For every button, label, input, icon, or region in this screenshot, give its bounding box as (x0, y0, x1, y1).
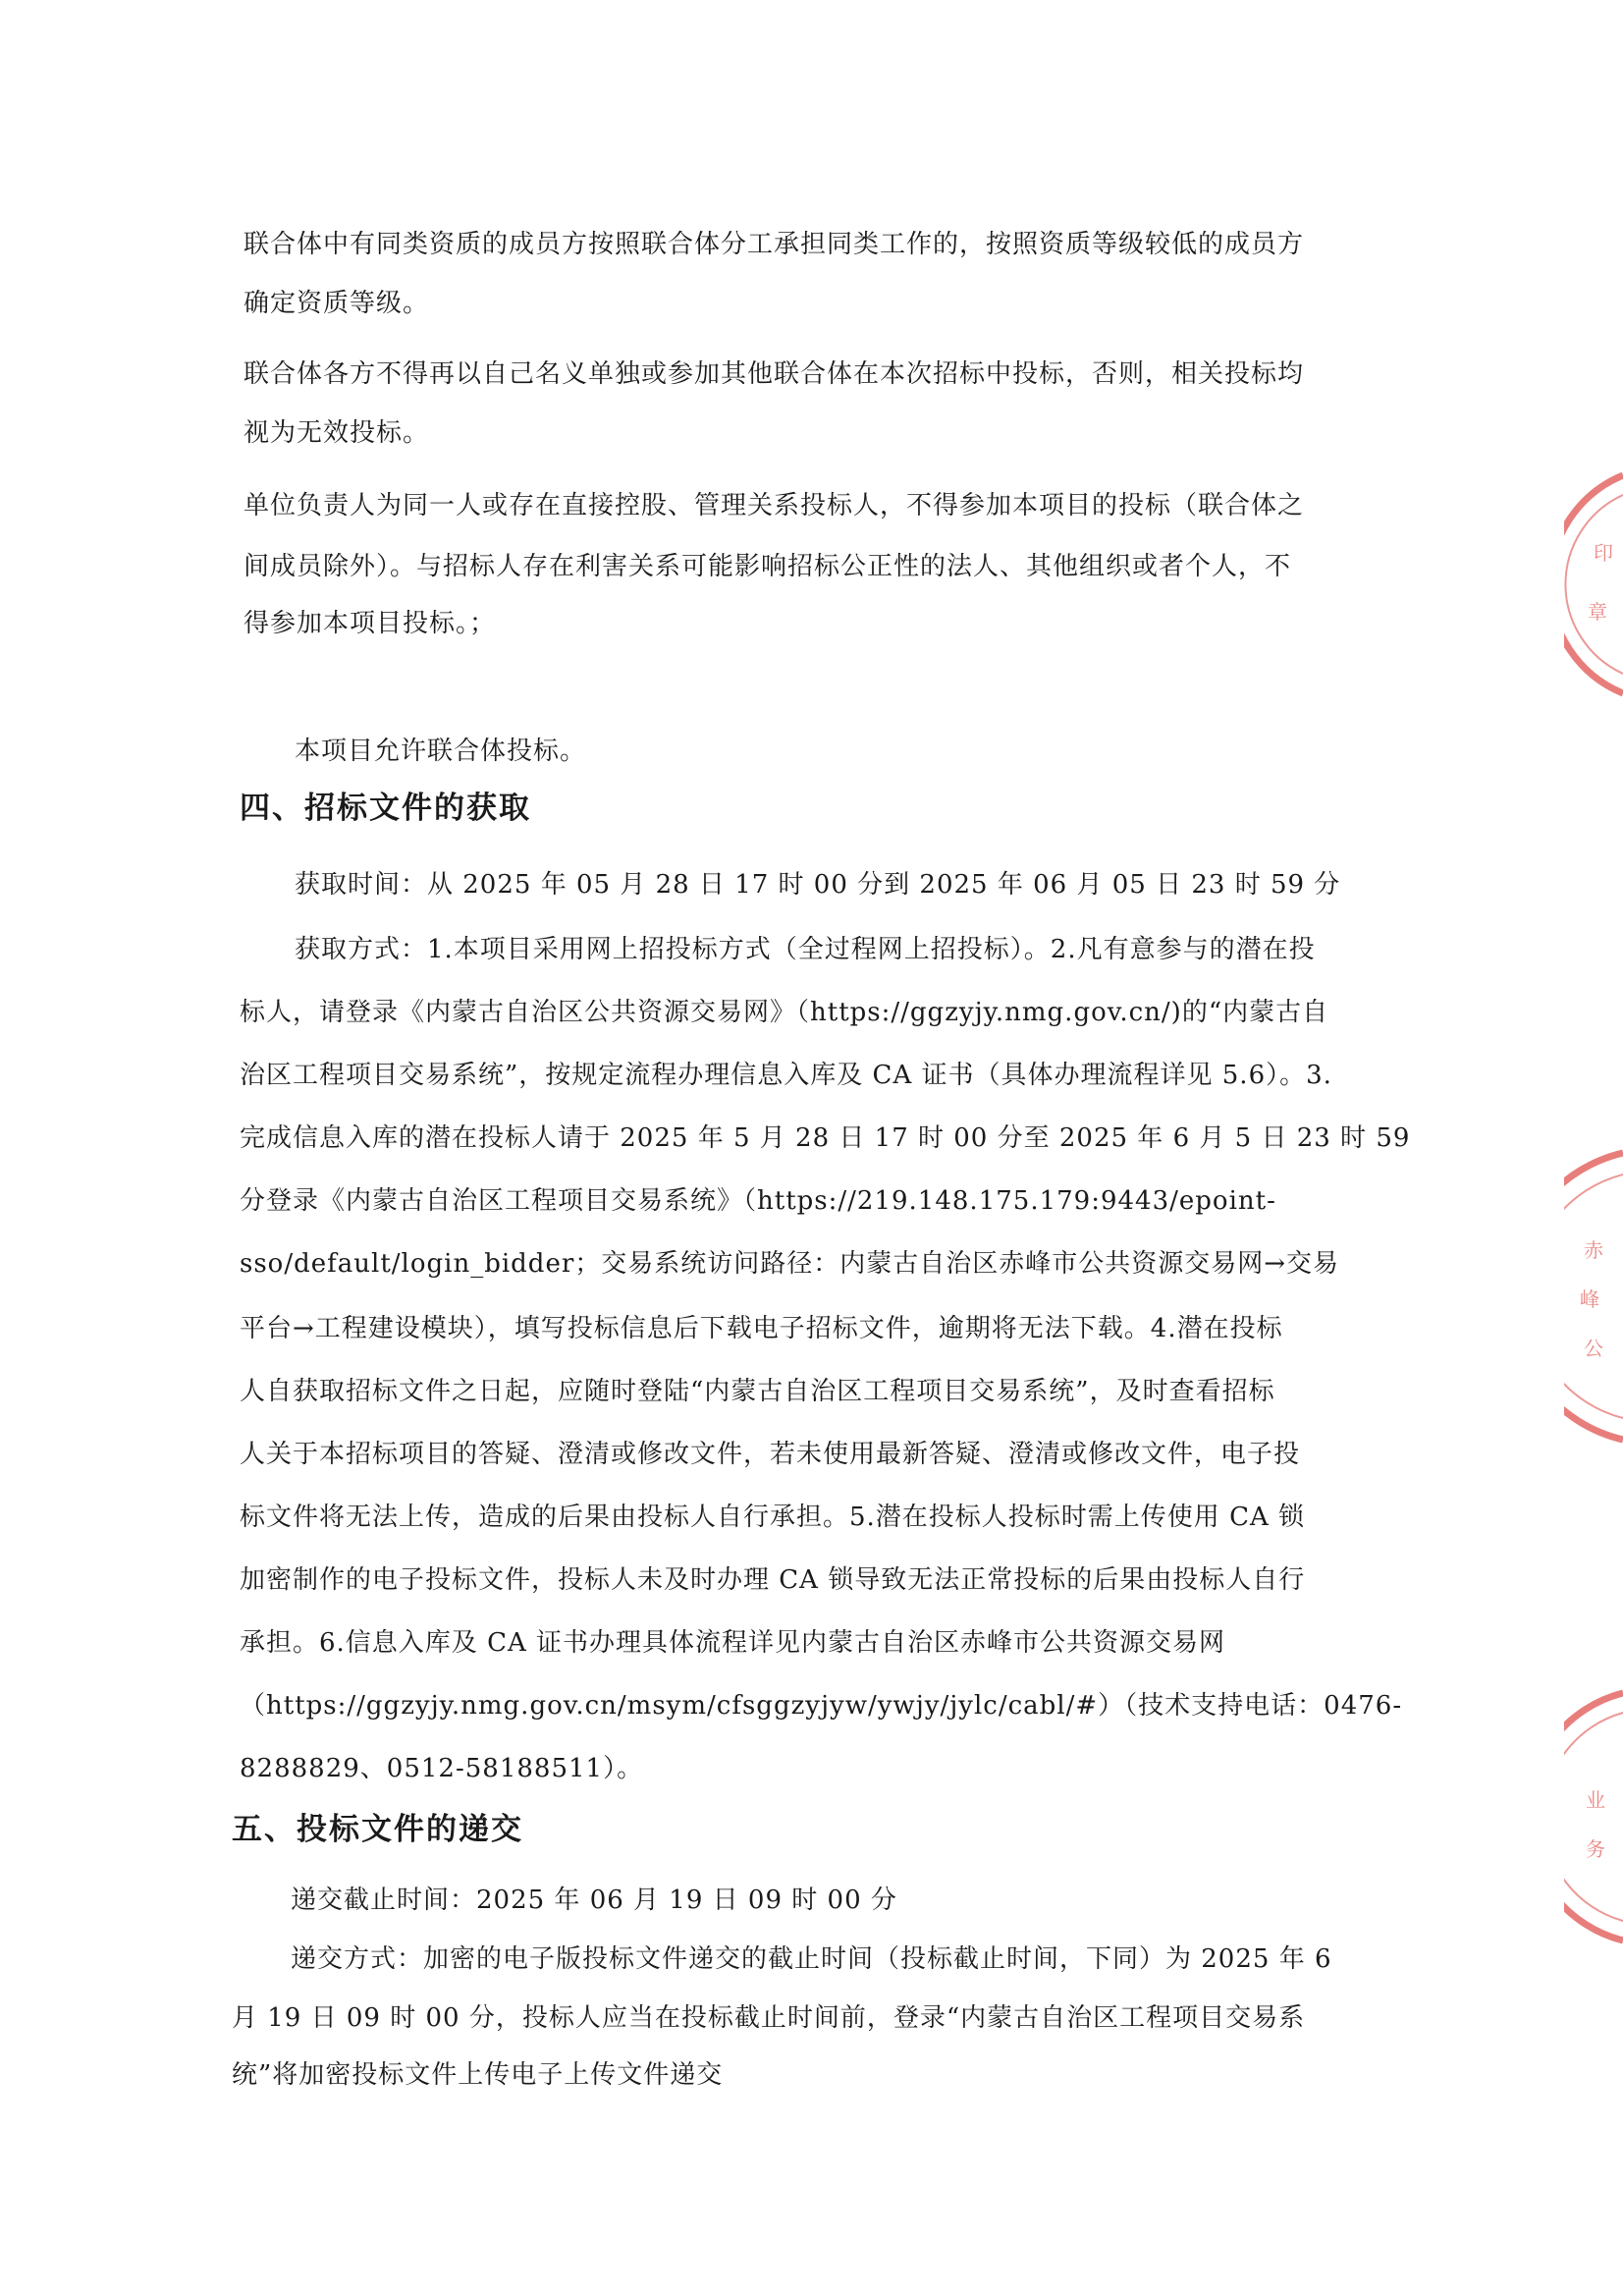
text-line: 月 19 日 09 时 00 分，投标人应当在投标截止时间前，登录“内蒙古自治区工程项目交易系 (232, 2003, 1306, 2033)
text-line: 间成员除外）。与招标人存在利害关系可能影响招标公正性的法人、其他组织或者个人，不 (243, 552, 1292, 581)
svg-text:印: 印 (1594, 541, 1613, 565)
svg-text:峰: 峰 (1580, 1287, 1599, 1311)
text-line: 8288829、0512-58188511）。 (240, 1754, 644, 1783)
section-heading: 五、投标文件的递交 (232, 1812, 523, 1847)
text-line: 获取方式：1.本项目采用网上招投标方式（全过程网上招投标）。2.凡有意参与的潜在投 (295, 935, 1316, 964)
text-line: 分登录《内蒙古自治区工程项目交易系统》（https://219.148.175.179:9443/epoint- (240, 1186, 1276, 1216)
svg-text:章: 章 (1588, 600, 1607, 624)
section-heading: 四、招标文件的获取 (240, 791, 531, 826)
text-line: 单位负责人为同一人或存在直接控股、管理关系投标人，不得参加本项目的投标（联合体之 (243, 491, 1305, 520)
text-line: 本项目允许联合体投标。 (295, 737, 587, 766)
text-line: 平台→工程建设模块），填写投标信息后下载电子招标文件，逾期将无法下载。4.潜在投标 (240, 1314, 1283, 1343)
text-line: 标文件将无法上传，造成的后果由投标人自行承担。5.潜在投标人投标时需上传使用 CA 锁 (240, 1503, 1306, 1532)
text-line: 人关于本招标项目的答疑、澄清或修改文件，若未使用最新答疑、澄清或修改文件，电子投 (240, 1440, 1301, 1469)
text-line: 视为无效投标。 (243, 418, 430, 448)
text-line: 递交截止时间：2025 年 06 月 19 日 09 时 00 分 (291, 1886, 897, 1915)
text-line: 递交方式：加密的电子版投标文件递交的截止时间（投标截止时间，下同）为 2025 年 6 (291, 1944, 1332, 1974)
svg-text:赤: 赤 (1584, 1238, 1603, 1262)
text-line: （https://ggzyjy.nmg.gov.cn/msym/cfsggzyjyw/ywjy/jylc/cabl/#）（技术支持电话：0476- (240, 1691, 1403, 1721)
text-line: 确定资质等级。 (243, 289, 430, 318)
text-line: 人自获取招标文件之日起，应随时登陆“内蒙古自治区工程项目交易系统”，及时查看招标 (240, 1377, 1275, 1406)
text-line: 统”将加密投标文件上传电子上传文件递交 (232, 2060, 724, 2090)
text-line: 联合体各方不得再以自己名义单独或参加其他联合体在本次招标中投标，否则，相关投标均 (243, 359, 1305, 389)
text-line: sso/default/login_bidder；交易系统访问路径：内蒙古自治区赤峰市公共资源交易网→交易 (240, 1249, 1340, 1279)
seal-stamp-middle (1564, 1149, 1623, 1444)
seal-stamp-bottom (1564, 1689, 1623, 1944)
text-line: 治区工程项目交易系统”，按规定流程办理信息入库及 CA 证书（具体办理流程详见 5.6）。3. (240, 1061, 1332, 1090)
text-line: 承担。6.信息入库及 CA 证书办理具体流程详见内蒙古自治区赤峰市公共资源交易网 (240, 1628, 1226, 1658)
text-line: 获取时间：从 2025 年 05 月 28 日 17 时 00 分到 2025 年 06 月 05 日 23 时 59 分 (295, 870, 1341, 900)
text-line: 标人，请登录《内蒙古自治区公共资源交易网》（https://ggzyjy.nmg.gov.cn/)的“内蒙古自 (240, 998, 1329, 1027)
text-line: 加密制作的电子投标文件，投标人未及时办理 CA 锁导致无法正常投标的后果由投标人自行 (240, 1565, 1306, 1595)
text-line: 完成信息入库的潜在投标人请于 2025 年 5 月 28 日 17 时 00 分至 2025 年 6 月 5 日 23 时 59 (240, 1123, 1411, 1153)
svg-text:务: 务 (1586, 1837, 1605, 1861)
text-line: 得参加本项目投标。； (243, 609, 497, 638)
seal-stamp-top (1564, 471, 1623, 697)
svg-text:业: 业 (1586, 1788, 1605, 1812)
text-line: 联合体中有同类资质的成员方按照联合体分工承担同类工作的，按照资质等级较低的成员方 (243, 230, 1305, 259)
svg-text:公: 公 (1584, 1337, 1603, 1360)
